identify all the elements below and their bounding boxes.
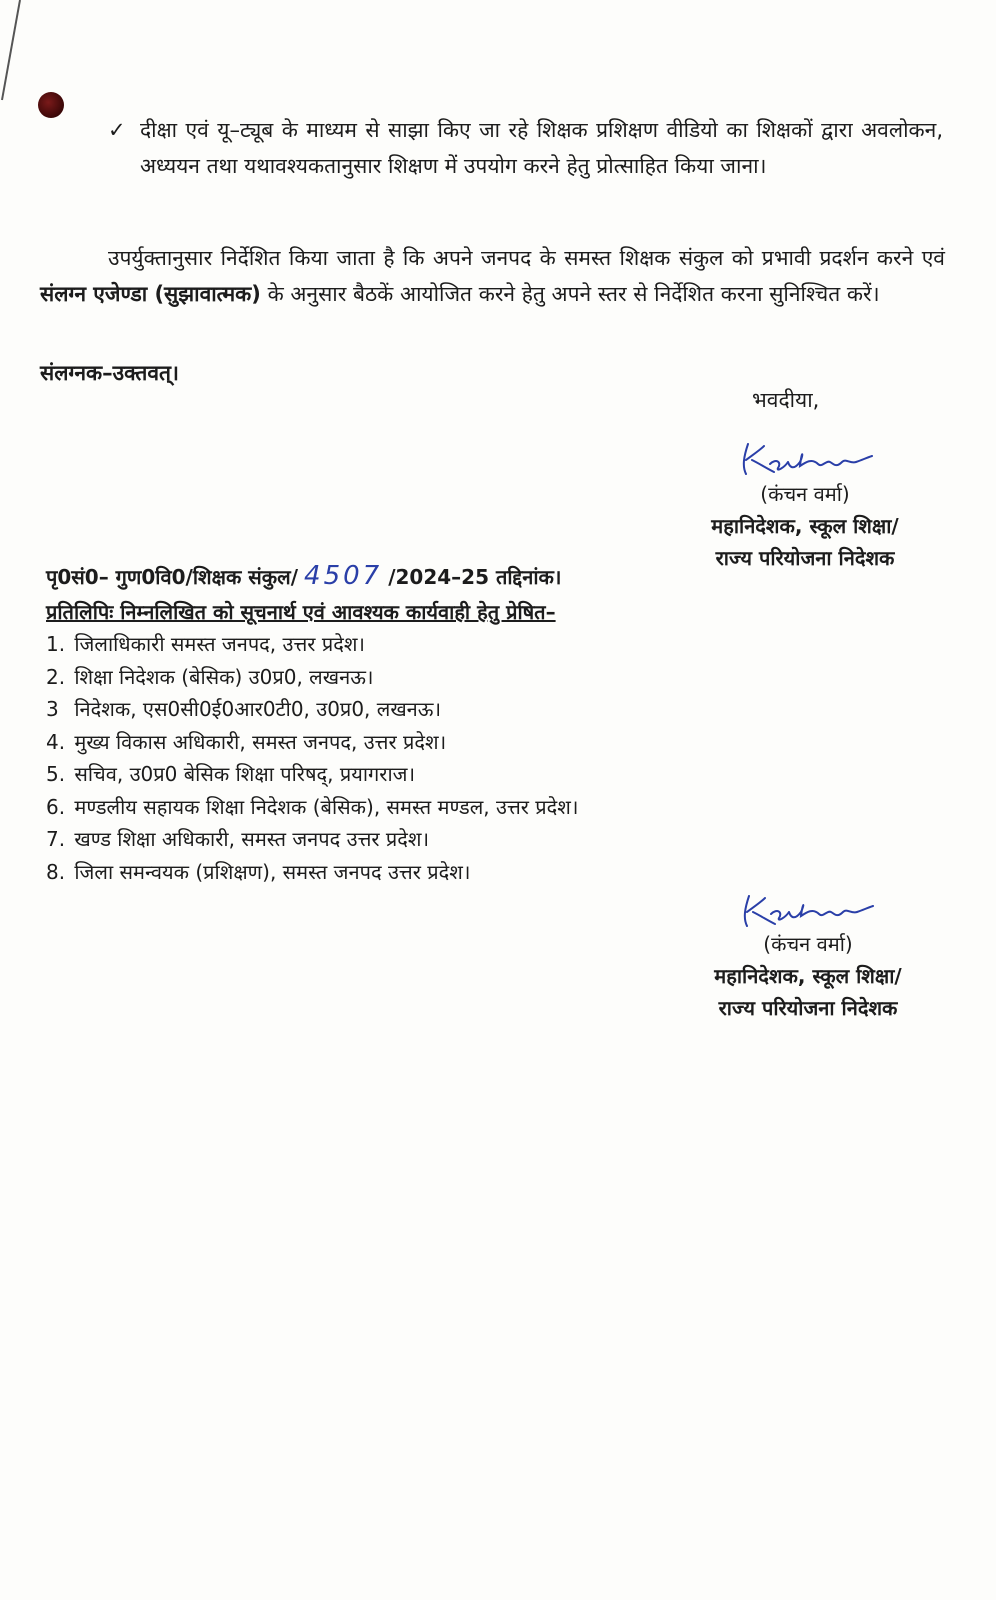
paragraph-before: उपर्युक्तानुसार निर्देशित किया जाता है कि अपने जनपद के समस्त शिक्षक संकुल को प्रभावी प्रदर्शन करने एवं [108,246,945,270]
check-icon: ✓ [108,118,126,142]
copy-heading: प्रतिलिपिः निम्नलिखित को सूचनार्थ एवं आवश्यक कार्यवाही हेतु प्रेषित– [46,600,556,624]
handwritten-signature [733,892,883,928]
list-item: 7. खण्ड शिक्षा अधिकारी, समस्त जनपद उत्तर प्रदेश। [46,827,430,851]
list-item: 3 निदेशक, एस0सी0ई0आर0टी0, उ0प्र0, लखनऊ। [46,697,442,721]
handwritten-dispatch-number: 4507 [304,561,383,591]
signatory-designation-1: महानिदेशक, स्कूल शिक्षा/ [711,514,899,538]
punch-hole [38,92,64,118]
signatory-name: (कंचन वर्मा) [760,482,850,506]
list-item: 4. मुख्य विकास अधिकारी, समस्त जनपद, उत्तर प्रदेश। [46,729,447,754]
list-item: 2. शिक्षा निदेशक (बेसिक) उ0प्र0, लखनऊ। [46,664,374,689]
list-item: 8. जिला समन्वयक (प्रशिक्षण), समस्त जनपद उत्तर प्रदेश। [46,859,471,884]
signatory-designation-2: राज्य परियोजना निदेशक [718,996,898,1020]
signatory-designation-1: महानिदेशक, स्कूल शिक्षा/ [714,964,902,988]
reference-prefix: पृ0सं0– गुण0वि0/शिक्षक संकुल/ [46,565,299,589]
list-item: 1. जिलाधिकारी समस्त जनपद, उत्तर प्रदेश। [46,632,366,656]
reference-number-line [46,558,561,595]
reference-suffix: /2024–25 तद्दिनांक। [388,565,562,589]
signature-block-1 [655,438,955,574]
bullet-point [108,112,943,184]
list-item: 5. सचिव, उ0प्र0 बेसिक शिक्षा परिषद्, प्रयागराज। [46,762,416,786]
handwritten-signature [730,438,880,478]
list-item: 6. मण्डलीय सहायक शिक्षा निदेशक (बेसिक), समस्त मण्डल, उत्तर प्रदेश। [46,794,579,819]
signatory-name: (कंचन वर्मा) [763,932,853,956]
closing-salutation: भवदीया, [752,388,820,412]
paragraph-bold: संलग्न एजेण्डा (सुझावात्मक) [40,282,261,306]
instruction-paragraph [40,240,945,312]
enclosure-line: संलग्नक–उक्तवत्। [40,361,179,385]
signatory-designation-2: राज्य परियोजना निदेशक [715,546,895,570]
paragraph-after: के अनुसार बैठकें आयोजित करने हेतु अपने स्तर से निर्देशित करना सुनिश्चित करें। [267,282,880,306]
signature-block-2 [658,892,958,1024]
page-edge-mark [0,0,30,110]
bullet-text: दीक्षा एवं यू–ट्यूब के माध्यम से साझा किए जा रहे शिक्षक प्रशिक्षण वीडियो का शिक्षकों द्वारा अवलोकन, अध्ययन तथा यथावश्यकतानुसार शिक्षण में उपयोग करने हेतु प्रोत्साहित किया जाना। [140,118,943,178]
copy-recipient-list [46,628,686,888]
